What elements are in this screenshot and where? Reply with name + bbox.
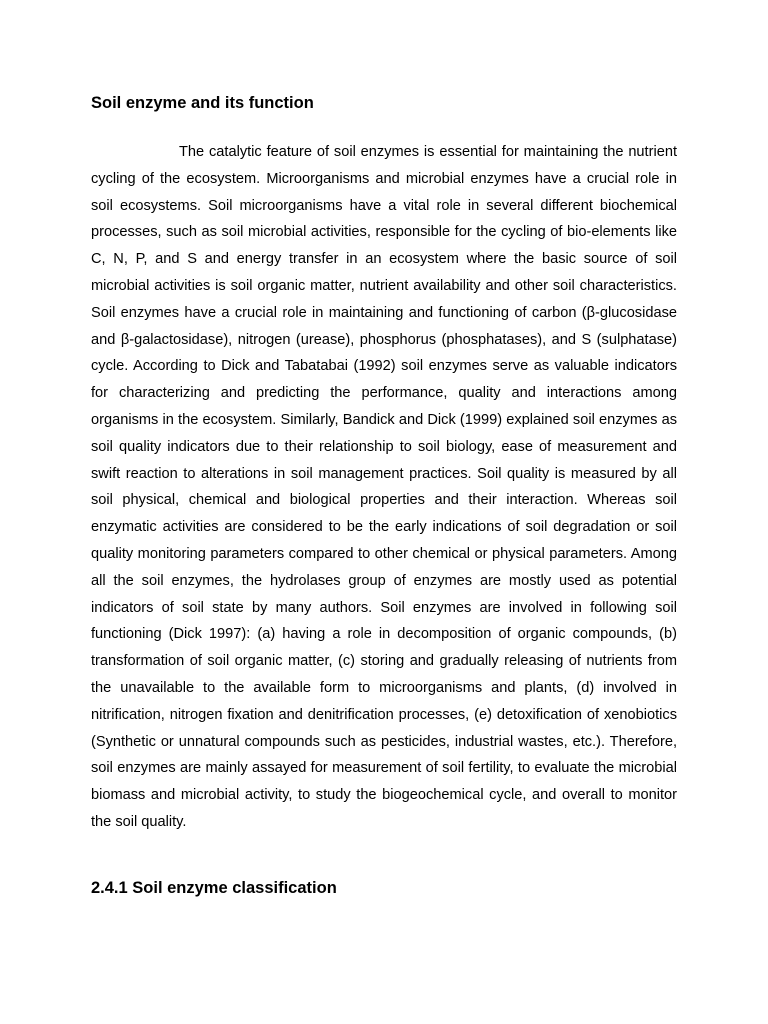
body-paragraph: The catalytic feature of soil enzymes is essential for maintaining the nutrient cycling of the ecosystem. Microorganisms and microbial enzymes have a crucial role in soil ecosystems. Soil microorganisms have a vital role in several different biochemical processes, such as soil microbial activities, responsible for the cycling of bio-elements like C, N, P, and S and energy transfer in an ecosystem where the basic source of soil microbial activities is soil organic matter, nutrient availability and other soil characteristics. Soil enzymes have a crucial role in maintaining and functioning of carbon (β-glucosidase and β-galactosidase), nitrogen (urease), phosphorus (phosphatases), and S (sulphatase) cycle. According to Dick and Tabatabai (1992) soil enzymes serve as valuable indicators for characterizing and predicting the performance, quality and interactions among organisms in the ecosystem. Similarly, Bandick and Dick (1999) explained soil enzymes as soil quality indicators due to their relationship to soil biology, ease of measurement and swift reaction to alterations in soil management practices. Soil quality is measured by all soil physical, chemical and biological properties and their interaction. Whereas soil enzymatic activities are considered to be the early indications of soil degradation or soil quality monitoring parameters compared to other chemical or physical parameters. Among all the soil enzymes, the hydrolases group of enzymes are mostly used as potential indicators of soil state by many authors. Soil enzymes are involved in following soil functioning (Dick 1997): (a) having a role in decomposition of organic compounds, (b) transformation of soil organic matter, (c) storing and gradually releasing of nutrients from the unavailable to the available form to microorganisms and plants, (d) involved in nitrification, nitrogen fixation and denitrification processes, (e) detoxification of xenobiotics (Synthetic or unnatural compounds such as pesticides, industrial wastes, etc.). Therefore, soil enzymes are mainly assayed for measurement of soil fertility, to evaluate the microbial biomass and microbial activity, to study the biogeochemical cycle, and overall to monitor the soil quality.	[91, 144, 677, 830]
subsection-title: 2.4.1 Soil enzyme classification	[91, 879, 337, 897]
section-title: Soil enzyme and its function	[91, 94, 314, 112]
